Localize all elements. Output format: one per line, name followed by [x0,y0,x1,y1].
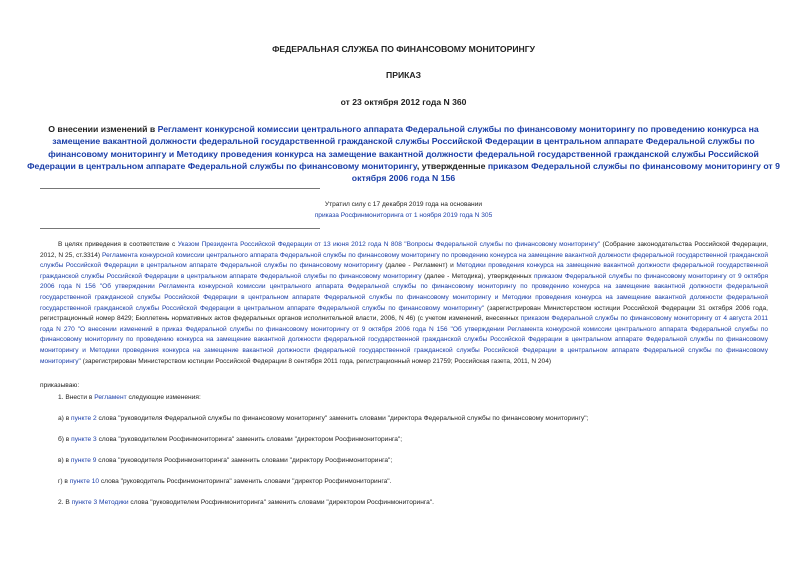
document-type: ПРИКАЗ [386,70,421,80]
item-1-b-link[interactable]: пункте 3 [71,436,97,443]
divider-top [40,188,320,189]
item-1-link[interactable]: Регламент [94,394,127,401]
status-note-link[interactable]: приказа Росфинмониторинга от 1 ноября 2019 года N 305 [314,211,493,219]
preamble-text: В целях приведения в соответствие с [58,241,178,248]
item-1-g: г) в пункте 10 слова "руководитель Росфинмониторинга" заменить словами "директор Росфинмониторинга". [58,478,392,485]
title-text-2: , утвержденные [416,160,488,171]
item-2: 2. В пункте 3 Методики слова "руководителем Росфинмониторинга" заменить словами "директором Росфинмониторинга". [58,499,434,506]
preamble-link-decree[interactable]: Указом Президента Российской Федерации от 13 июня 2012 года N 808 "Вопросы Федеральной службы по финансовому мониторингу" [177,241,601,248]
item-1: 1. Внести в Регламент следующие изменения: [58,394,201,401]
preamble-link-reglament[interactable]: Регламента конкурсной комиссии центрального аппарата Федеральной службы по финансовому мониторингу по проведению конкурса на замещение вакантной должности федеральной государственной гражданской службы Российской Федерации в центральном аппарате Федеральной службы по финансовому мониторингу [40,251,768,270]
preamble-link-order-156[interactable]: приказом Федеральной службы по финансовому мониторингу от 9 октября 2006 года N 156 "Об утверждении Регламента конкурсной комиссии центрального аппарата Федеральной службы по финансовому мониторингу по проведению конкурса на замещение вакантной должности федеральной государственной гражданской службы Российской Федерации в центральном аппарате Федеральной службы по финансовому мониторингу и Методики проведения конкурса на замещение вакантной должности федеральной государственной гражданской службы Российской Федерации в центральном аппарате Федеральной службы по финансовому мониторингу" [40,272,768,312]
title-link-reglament[interactable]: Регламент конкурсной комиссии центрального аппарата Федеральной службы по финансовому мониторингу по проведению конкурса на замещение вакантной должности федеральной государственной гражданской службы Российской Федерации в центральном аппарате Федеральной службы по финансовому мониторингу и Методику проведения конкурса на замещение вакантной должности федеральной государственной гражданской службы Российской Федерации в центральном аппарате Федеральной службы по финансовому мониторингу [27,124,759,171]
preamble-text: (зарегистрирован Министерством юстиции Российской Федерации 8 сентября 2011 года, регистрационный номер 21759; Российская газета, 2011, N 204) [80,357,552,365]
item-1-v: в) в пункте 9 слова "руководителя Росфинмониторинга" заменить словами "директору Росфинмониторинга"; [58,457,393,464]
status-note [0,200,807,221]
title-link-order[interactable]: приказом Федеральной службы по финансовому мониторингу от 9 октября 2006 года N 156 [351,160,780,184]
item-2-link-methodology[interactable]: Методики [99,499,129,506]
title-text-1: О внесении изменений в [48,124,158,134]
agency-name: ФЕДЕРАЛЬНАЯ СЛУЖБА ПО ФИНАНСОВОМУ МОНИТОРИНГУ [272,44,535,54]
preamble-link-order-270[interactable]: приказом Федеральной службы по финансовому мониторингу от 4 августа 2011 года N 270 "О внесении изменений в приказ Федеральной службы по финансовому мониторингу от 9 октября 2006 года N 156 "Об утверждении Регламента конкурсной комиссии центрального аппарата Федеральной службы по финансовому мониторингу по проведению конкурса на замещение вакантной должности федеральной государственной гражданской службы Российской Федерации в центральном аппарате Федеральной службы по финансовому мониторингу и Методики проведения конкурса на замещение вакантной должности федеральной государственной гражданской службы Российской Федерации в центральном аппарате Федеральной службы по финансовому мониторингу" [40,315,768,365]
preamble-text: (далее - Методика), утвержденных [421,272,535,280]
preamble-text: (Собрание законодательства Российской Федерации, 2012, N 25, ст.3314) [40,241,768,259]
preamble-text: (зарегистрирован Министерством юстиции Российской Федерации 31 октября 2006 года, регистрационный номер 8429; Бюллетень нормативных актов федеральных органов исполнительной власти, 2006, N 46) (с учетом изменений, внесенных [40,304,768,323]
preamble-link-methodology[interactable]: Методики проведения конкурса на замещение вакантной должности федеральной государственной гражданской службы Российской Федерации в центральном аппарате Федеральной службы по финансовому мониторингу [40,262,768,280]
document-title [26,123,781,184]
order-word: приказываю: [40,382,80,389]
preamble-text: (далее - Регламент) и [382,262,457,270]
item-1-b: б) в пункте 3 слова "руководителем Росфинмониторинга" заменить словами "директором Росфинмониторинга"; [58,436,403,443]
status-note-text: Утратил силу с 17 декабря 2019 года на основании [324,201,483,208]
document-date-number: от 23 октября 2012 года N 360 [340,97,467,107]
item-1-v-link[interactable]: пункте 9 [70,457,97,464]
preamble-paragraph [40,240,768,367]
item-1-g-link[interactable]: пункте 10 [69,478,100,485]
item-1-a-link[interactable]: пункте 2 [71,415,97,422]
divider-bottom [40,228,320,229]
item-2-link-point[interactable]: пункте 3 [71,499,98,506]
item-1-a: а) в пункте 2 слова "руководителя Федеральной службы по финансовому мониторингу" заменить словами "директора Федеральной службы по финансовому мониторингу"; [58,415,589,422]
